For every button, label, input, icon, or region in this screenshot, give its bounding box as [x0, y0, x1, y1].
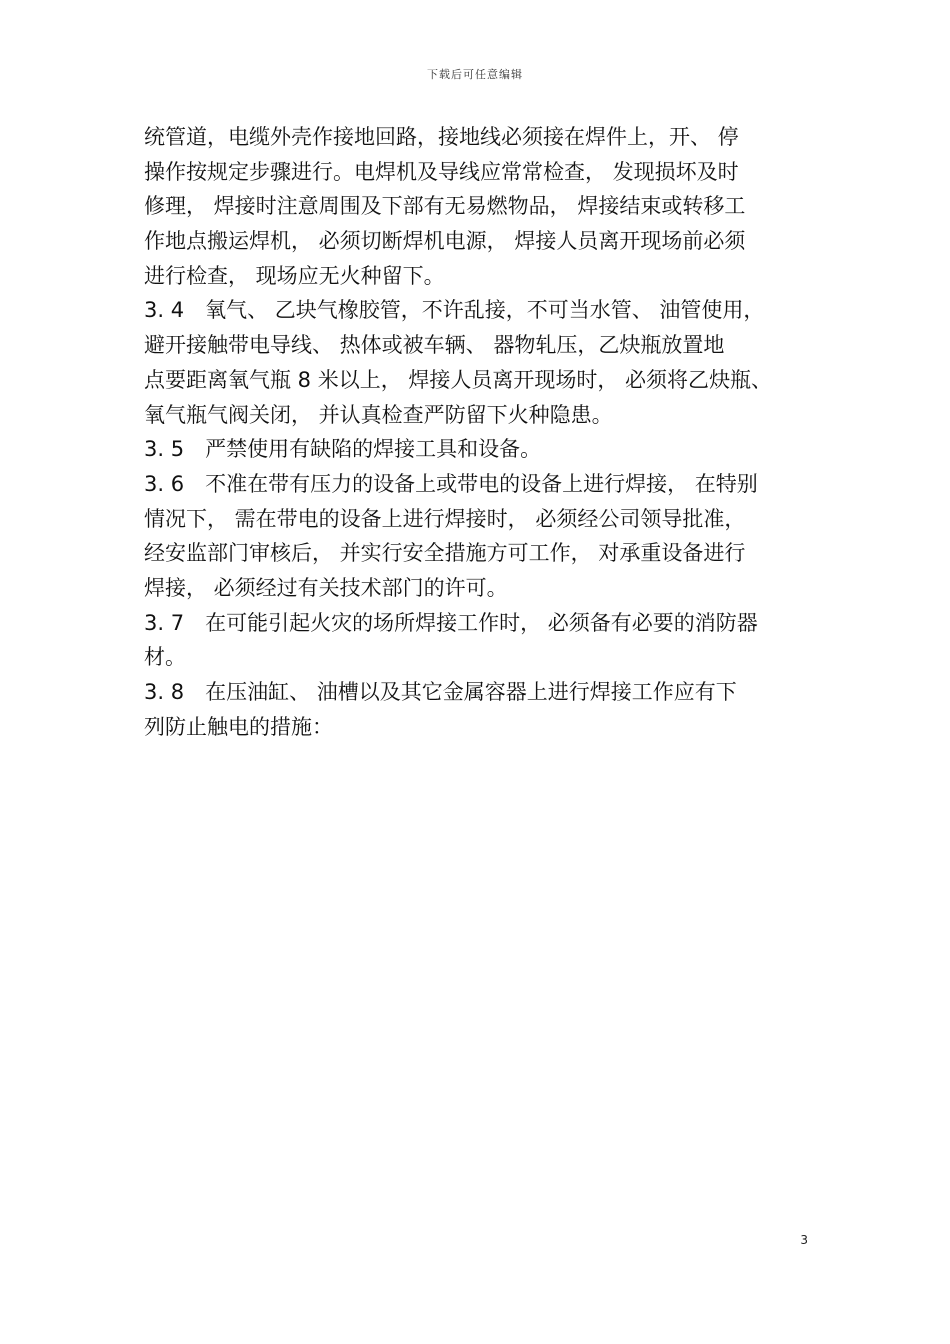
text-line: 3. 5 严禁使用有缺陷的焊接工具和设备。	[144, 437, 542, 462]
text-line: 避开接触带电导线、 热体或被车辆、 器物轧压，乙炔瓶放置地	[144, 333, 725, 358]
header-note: 下载后可任意编辑	[427, 68, 523, 81]
text-line: 材。	[144, 645, 186, 670]
text-line: 作地点搬运焊机， 必须切断焊机电源， 焊接人员离开现场前必须	[144, 229, 746, 254]
document-body	[144, 120, 812, 744]
text-line: 修理， 焊接时注意周围及下部有无易燃物品， 焊接结束或转移工	[144, 194, 746, 219]
text-line: 经安监部门审核后， 并实行安全措施方可工作， 对承重设备进行	[144, 541, 746, 566]
text-line: 焊接， 必须经过有关技术部门的许可。	[144, 575, 508, 600]
text-line: 3. 4 氧气、 乙块气橡胶管，不许乱接，不可当水管、 油管使用，	[144, 298, 765, 323]
page-number: 3	[800, 1233, 808, 1247]
text-line: 操作按规定步骤进行。电焊机及导线应常常检查， 发现损坏及时	[144, 159, 739, 184]
text-line: 情况下， 需在带电的设备上进行焊接时， 必须经公司领导批准，	[144, 506, 746, 531]
text-line: 统管道，电缆外壳作接地回路，接地线必须接在焊件上，开、 停	[144, 125, 739, 149]
text-line: 氧气瓶气阀关闭， 并认真检查严防留下火种隐患。	[144, 402, 613, 427]
text-line: 列防止触电的措施：	[144, 714, 333, 739]
text-line: 3. 6 不准在带有压力的设备上或带电的设备上进行焊接， 在特别	[144, 471, 758, 496]
text-line: 进行检查， 现场应无火种留下。	[144, 263, 445, 288]
text-line: 点要距离氧气瓶 8 米以上， 焊接人员离开现场时， 必须将乙炔瓶、	[144, 367, 773, 392]
text-line: 3. 7 在可能引起火灾的场所焊接工作时， 必须备有必要的消防器	[144, 610, 758, 635]
text-line: 3. 8 在压油缸、 油槽以及其它金属容器上进行焊接工作应有下	[144, 680, 737, 704]
